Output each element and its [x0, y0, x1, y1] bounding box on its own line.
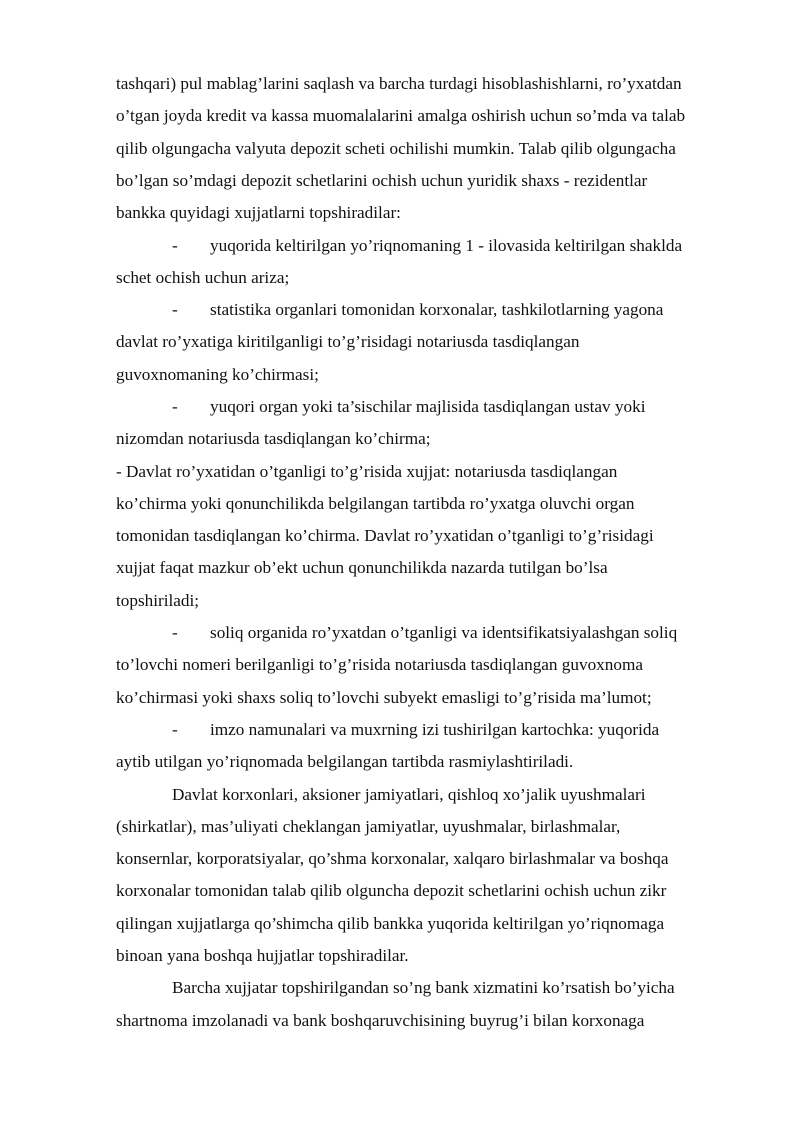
bullet-dash: - — [172, 720, 178, 739]
text-line: nizomdan notariusda tasdiqlangan ko’chirma; — [116, 429, 431, 448]
text-line: davlat ro’yxatiga kiritilganligi to’g’risidagi notariusda tasdiqlangan — [116, 332, 580, 351]
text-line: schet ochish uchun ariza; — [116, 268, 290, 287]
text-line: (shirkatlar), mas’uliyati cheklangan jamiyatlar, uyushmalar, birlashmalar, — [116, 817, 621, 836]
text-line: konsernlar, korporatsiyalar, qo’shma korxonalar, xalqaro birlashmalar va boshqa — [116, 849, 669, 868]
text-line: imzo namunalari va muxrning izi tushirilgan kartochka: yuqorida — [210, 720, 660, 739]
text-line: bo’lgan so’mdagi depozit schetlarini ochish uchun yuridik shaxs - rezidentlar — [116, 171, 648, 190]
text-line: o’tgan joyda kredit va kassa muomalalarini amalga oshirish uchun so’mda va talab — [116, 106, 686, 125]
text-line: aytib utilgan yo’riqnomada belgilangan tartibda rasmiylashtiriladi. — [116, 752, 574, 771]
text-line: guvoxnomaning ko’chirmasi; — [116, 365, 319, 384]
text-line: yuqorida keltirilgan yo’riqnomaning 1 - ilovasida keltirilgan shaklda — [210, 236, 683, 255]
bullet-dash: - — [172, 397, 178, 416]
text-line: qilib olgungacha valyuta depozit scheti ochilishi mumkin. Talab qilib olgungacha — [116, 139, 676, 158]
text-line: ko’chirma yoki qonunchilikda belgilangan tartibda ro’yxatga oluvchi organ — [116, 494, 635, 513]
text-line: statistika organlari tomonidan korxonalar, tashkilotlarning yagona — [210, 300, 664, 319]
text-line: bankka quyidagi xujjatlarni topshiradilar: — [116, 203, 401, 222]
text-line: korxonalar tomonidan talab qilib olguncha depozit schetlarini ochish uchun zikr — [116, 881, 667, 900]
text-line: soliq organida ro’yxatdan o’tganligi va identsifikatsiyalashgan soliq — [210, 623, 678, 642]
text-line: qilingan xujjatlarga qo’shimcha qilib bankka yuqorida keltirilgan yo’riqnomaga — [116, 914, 665, 933]
text-line: shartnoma imzolanadi va bank boshqaruvchisining buyrug’i bilan korxonaga — [116, 1011, 645, 1030]
text-line: to’lovchi nomeri berilganligi to’g’risida notariusda tasdiqlangan guvoxnoma — [116, 655, 643, 674]
text-line: binoan yana boshqa hujjatlar topshiradilar. — [116, 946, 409, 965]
text-line: topshiriladi; — [116, 591, 200, 610]
text-line: yuqori organ yoki ta’sischilar majlisida tasdiqlangan ustav yoki — [210, 397, 646, 416]
text-line: ko’chirmasi yoki shaxs soliq to’lovchi subyekt emasligi to’g’risida ma’lumot; — [116, 688, 652, 707]
text-line: Barcha xujjatar topshirilgandan so’ng bank xizmatini ko’rsatish bo’yicha — [172, 978, 675, 997]
text-line: tashqari) pul mablag’larini saqlash va barcha turdagi hisoblashishlarni, ro’yxatdan — [116, 74, 682, 93]
bullet-dash: - — [172, 300, 178, 319]
text-line: xujjat faqat mazkur ob’ekt uchun qonunchilikda nazarda tutilgan bo’lsa — [116, 558, 608, 577]
text-line: - Davlat ro’yxatidan o’tganligi to’g’risida xujjat: notariusda tasdiqlangan — [116, 462, 618, 481]
bullet-dash: - — [172, 236, 178, 255]
bullet-dash: - — [172, 623, 178, 642]
text-line: Davlat korxonlari, aksioner jamiyatlari, qishloq xo’jalik uyushmalari — [172, 785, 646, 804]
text-line: tomonidan tasdiqlangan ko’chirma. Davlat ro’yxatidan o’tganligi to’g’risidagi — [116, 526, 654, 545]
